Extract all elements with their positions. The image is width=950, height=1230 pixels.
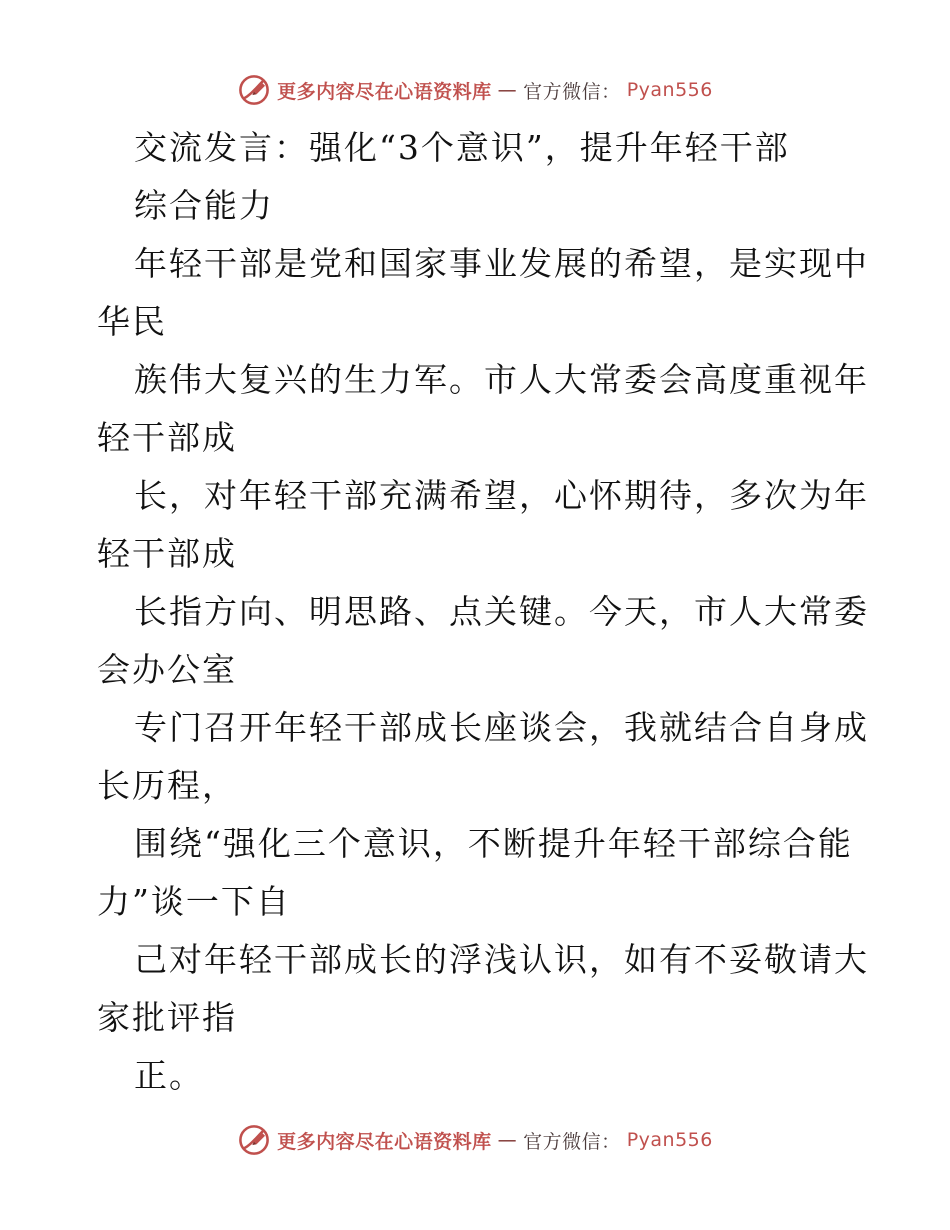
paragraph-line: 轻干部成 xyxy=(97,418,237,457)
title-line-1: 交流发言：强化“3个意识”，提升年轻干部 xyxy=(134,128,790,167)
footer-dash: — xyxy=(497,1129,518,1151)
paragraph-line: 华民 xyxy=(97,302,167,341)
paragraph-line: 正。 xyxy=(134,1056,204,1095)
paragraph-line: 力”谈一下自 xyxy=(97,882,291,921)
footer-banner xyxy=(0,1120,950,1160)
paragraph-line: 轻干部成 xyxy=(97,534,237,573)
paragraph-line: 己对年轻干部成长的浮浅认识，如有不妥敬请大 xyxy=(134,940,869,979)
paragraph-line: 年轻干部是党和国家事业发展的希望，是实现中 xyxy=(134,244,869,283)
header-wechat-id: Pyan556 xyxy=(626,79,713,101)
paragraph-line: 长历程， xyxy=(97,766,237,805)
footer-banner-inner xyxy=(237,1123,713,1157)
paragraph-line: 族伟大复兴的生力军。市人大常委会高度重视年 xyxy=(134,360,869,399)
paragraph-line: 专门召开年轻干部成长座谈会，我就结合自身成 xyxy=(134,708,869,747)
footer-wechat-id: Pyan556 xyxy=(626,1129,713,1151)
header-dash: — xyxy=(497,79,518,101)
paragraph-line: 长，对年轻干部充满希望，心怀期待，多次为年 xyxy=(134,476,869,515)
title-line-2: 综合能力 xyxy=(134,186,274,225)
pen-logo-icon xyxy=(237,1123,271,1157)
footer-wechat-label: 官方微信： xyxy=(523,1130,621,1153)
footer-site-text: 更多内容尽在心语资料库 xyxy=(277,1130,492,1153)
header-wechat-label: 官方微信： xyxy=(523,80,621,103)
paragraph-line: 围绕“强化三个意识，不断提升年轻干部综合能 xyxy=(134,824,853,863)
header-site-text: 更多内容尽在心语资料库 xyxy=(277,80,492,103)
paragraph-line: 长指方向、明思路、点关键。今天，市人大常委 xyxy=(134,592,869,631)
paragraph-line: 家批评指 xyxy=(97,998,237,1037)
paragraph-line: 会办公室 xyxy=(97,650,237,689)
